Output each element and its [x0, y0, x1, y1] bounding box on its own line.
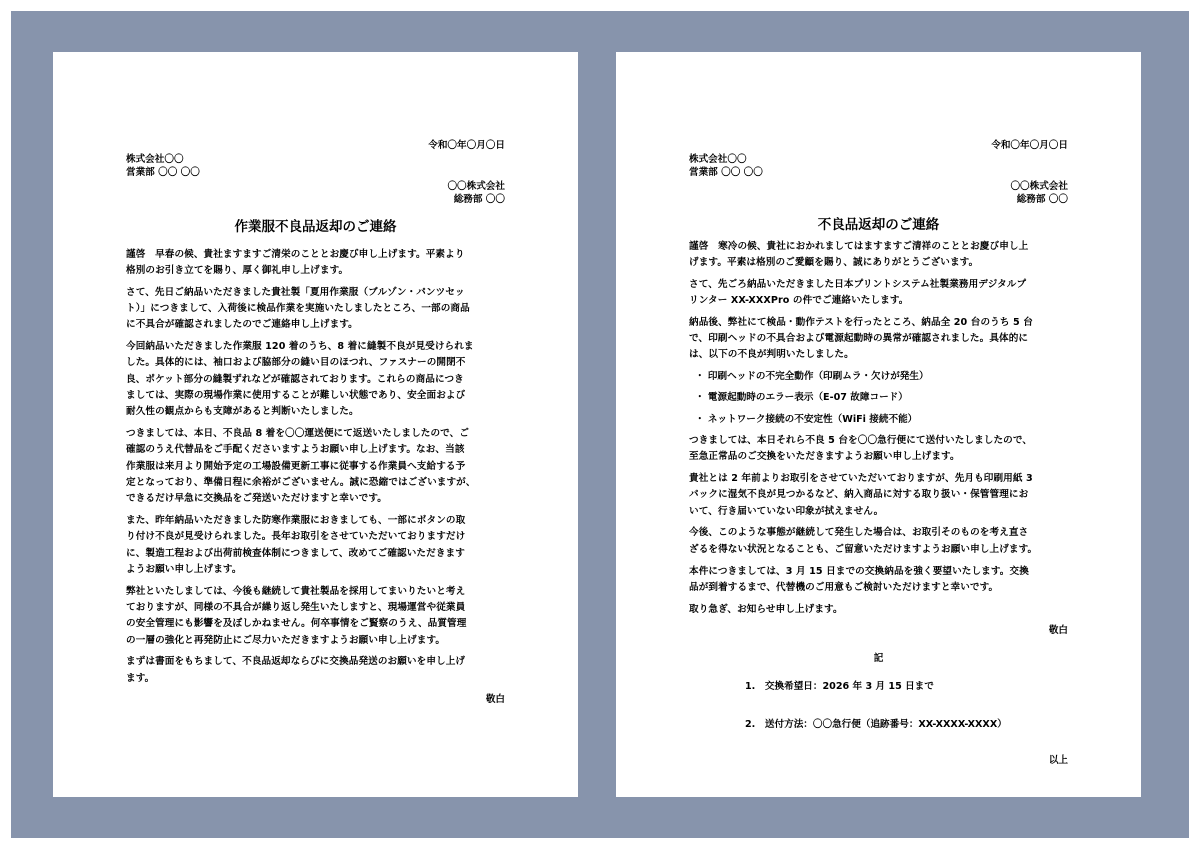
list-item: 1. 交換希望日：2026 年 3 月 15 日まで — [745, 681, 934, 693]
recipient-department: 営業部 〇〇 〇〇 — [689, 167, 763, 178]
paragraph-line: 品が到着するまで、代替機のご用意もご検討いただけますと幸いです。 — [689, 581, 999, 593]
paragraph — [126, 285, 505, 334]
sender-company: 〇〇株式会社 — [1010, 180, 1068, 192]
list-item: ・ ネットワーク接続の不安定性（WiFi 接続不能） — [695, 413, 918, 425]
paragraph-line: ましては、実際の現場作業に使用することが難しい状態であり、安全面および — [126, 389, 466, 401]
list-item: ・ 電源起動時のエラー表示（E-07 故障コード） — [695, 392, 908, 404]
paragraph-line: 良、ポケット部分の縫製ずれなどが確認されております。これらの商品につき — [126, 373, 464, 385]
paragraph-line: さて、先ごろ納品いただきました日本プリントシステム社製業務用デジタルプ — [689, 278, 1027, 290]
sender-department: 総務部 〇〇 — [453, 194, 505, 205]
paragraph-line: 貴社とは 2 年前よりお取引をさせていただいておりますが、先月も印刷用紙 3 — [689, 473, 1033, 485]
paragraph — [689, 525, 1068, 558]
paragraph — [689, 315, 1068, 364]
defect-list — [689, 369, 1068, 428]
letter-paragraphs — [689, 239, 1068, 364]
paragraph-line: パックに湿気不良が見つかるなど、納入商品に対する取り扱い・保管管理にお — [689, 489, 1029, 501]
paragraph-line: いて、行き届いていない印象が拭えません。 — [689, 505, 884, 517]
letter-date: 令和〇年〇月〇日 — [991, 140, 1068, 151]
sender-department: 総務部 〇〇 — [1016, 194, 1068, 205]
ki-heading: 記 — [873, 653, 884, 665]
paragraph-line: 謹啓 寒冷の候、貴社におかれましてはますますご清祥のこととお慶び申し上 — [689, 240, 1029, 252]
paragraph-line: ておりますが、同様の不具合が繰り返し発生いたしますと、現場運営や従業員 — [126, 601, 466, 613]
paragraph — [689, 239, 1068, 272]
paragraph-line: 確認のうえ代替品をご手配くださいますようお願い申し上げます。なお、当該 — [126, 444, 465, 456]
ijo-end-mark: 以上 — [1048, 755, 1068, 767]
paragraph — [126, 426, 505, 507]
paragraph-line: また、昨年納品いただきました防寒作業服におきましても、一部にボタンの取 — [126, 514, 466, 526]
paragraph — [126, 584, 505, 649]
paragraph-line: の安全管理にも影響を及ぼしかねません。何卒事情をご賢察のうえ、品質管理 — [126, 618, 467, 630]
recipient-department: 営業部 〇〇 〇〇 — [126, 167, 200, 178]
paragraph-line: 今回納品いただきました作業服 120 着のうち、8 着に縫製不良が見受けられま — [126, 340, 474, 352]
paragraph-line: まずは書面をもちまして、不良品返却ならびに交換品発送のお願いを申し上げ — [126, 656, 466, 668]
paragraph-line: 定となっており、準備日程に余裕がございません。誠に恐縮ではございますが、 — [126, 476, 476, 488]
paragraph-line: 本件につきましては、3 月 15 日までの交換納品を強く要望いたします。交換 — [689, 565, 1029, 577]
paragraph-line: 耐久性の観点からも支障があると判断いたしました。 — [126, 406, 359, 418]
sender-company: 〇〇株式会社 — [447, 180, 505, 192]
paragraph-line: ト）」につきまして、入荷後に検品作業を実施いたしましたところ、一部の商品 — [126, 302, 470, 314]
paragraph-line: した。具体的には、袖口および脇部分の縫い目のほつれ、ファスナーの開閉不 — [126, 357, 466, 369]
letter-paragraphs — [689, 433, 1068, 618]
paragraph-line: ます。 — [126, 672, 155, 684]
paragraph — [126, 654, 505, 687]
paragraph-line: に不具合が確認されましたのでご連絡申し上げます。 — [126, 319, 358, 331]
paragraph-line: り付け不良が見受けられました。長年お取引をさせていただいておりますだけ — [126, 531, 466, 543]
paragraph-line: げます。平素は格別のご愛顧を賜り、誠にありがとうございます。 — [689, 256, 979, 268]
paragraph-line: ざるを得ない状況となることも、ご留意いただけますようお願い申し上げます。 — [689, 543, 1038, 555]
letter-date: 令和〇年〇月〇日 — [428, 140, 505, 151]
paragraph — [689, 564, 1068, 597]
paragraph-line: は、以下の不良が判明いたしました。 — [689, 349, 854, 361]
paragraph-line: で、印刷ヘッドの不具合および電源起動時の異常が確認されました。具体的に — [689, 332, 1029, 344]
paragraph-line: つきましては、本日、不良品 8 着を〇〇運送便にて返送いたしましたので、ご — [126, 427, 470, 439]
paragraph-line: 謹啓 早春の候、貴社ますますご清栄のこととお慶び申し上げます。平素より — [126, 248, 465, 260]
closing-keihaku: 敬白 — [1048, 625, 1068, 637]
paragraph — [689, 433, 1068, 466]
paragraph-line: の一層の強化と再発防止にご尽力いただきますようお願い申し上げます。 — [126, 634, 446, 646]
paragraph-line: 格別のお引き立てを賜り、厚く御礼申し上げます。 — [126, 264, 349, 276]
closing-keihaku: 敬白 — [485, 694, 505, 706]
recipient-company: 株式会社〇〇 — [689, 153, 747, 165]
letter-page-left — [53, 52, 578, 797]
letter-page-right — [616, 52, 1141, 797]
paragraph-line: 作業服は来月より開始予定の工場設備更新工事に従事する作業員へ支給する予 — [126, 460, 466, 472]
paragraph-line: 納品後、弊社にて検品・動作テストを行ったところ、納品全 20 台のうち 5 台 — [689, 316, 1033, 328]
letter-paragraphs — [126, 247, 505, 687]
recipient-company: 株式会社〇〇 — [126, 153, 184, 165]
paragraph — [126, 513, 505, 578]
paragraph — [126, 247, 505, 280]
paragraph-line: リンター XX-XXXPro の件でご連絡いたします。 — [689, 294, 909, 306]
paragraph — [689, 471, 1068, 520]
paragraph-line: 弊社といたしましては、今後も継続して貴社製品を採用してまいりたいと考え — [126, 585, 466, 597]
letter-title: 不良品返却のご連絡 — [817, 216, 940, 233]
paragraph-line: に、製造工程および出荷前検査体制につきまして、改めてご確認いただきます — [126, 547, 465, 559]
paragraph — [689, 602, 1068, 618]
paragraph — [689, 277, 1068, 310]
paragraph-line: できるだけ早急に交換品をご発送いただけますと幸いです。 — [126, 493, 387, 505]
list-item: ・ 印刷ヘッドの不完全動作（印刷ムラ・欠けが発生） — [695, 371, 929, 383]
paragraph-line: 取り急ぎ、お知らせ申し上げます。 — [689, 603, 843, 615]
paragraph-line: 今後、このような事態が継続して発生した場合は、お取引そのものを考え直さ — [689, 527, 1029, 539]
paragraph-line: ようお願い申し上げます。 — [126, 563, 242, 575]
paragraph — [126, 339, 505, 420]
letter-body — [689, 139, 1068, 769]
letter-body — [126, 139, 505, 712]
paragraph-line: つきましては、本日それら不良 5 台を〇〇急行便にて送付いたしましたので、 — [689, 434, 1033, 446]
list-item: 2. 送付方法：〇〇急行便（追跡番号：XX-XXXX-XXXX） — [745, 719, 1007, 731]
paragraph-line: 至急正常品のご交換をいただきますようお願い申し上げます。 — [689, 451, 960, 463]
paragraph-line: さて、先日ご納品いただきました貴社製「夏用作業服（ブルゾン・パンツセッ — [126, 286, 465, 298]
letter-title: 作業服不良品返却のご連絡 — [234, 218, 397, 235]
